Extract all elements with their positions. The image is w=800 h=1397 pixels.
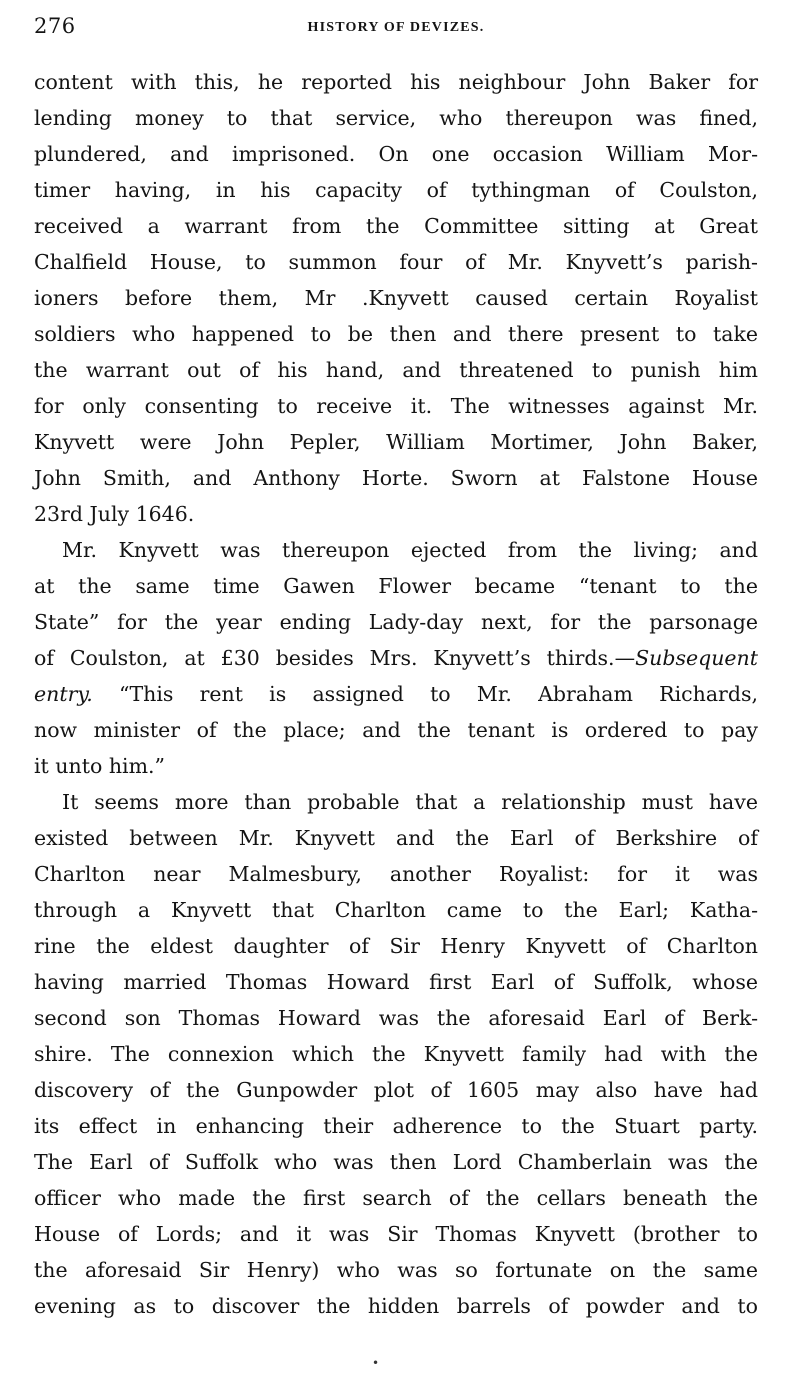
text-line: now minister of the place; and the tenant is ordered to pay <box>34 718 758 742</box>
text-line-mixed <box>34 676 758 712</box>
text-line: ioners before them, Mr .Knyvett caused certain Royalist <box>34 286 758 310</box>
running-title: HISTORY OF DEVIZES. <box>307 20 485 35</box>
text-line: second son Thomas Howard was the aforesaid Earl of Berk- <box>34 1006 758 1030</box>
text-line: plundered, and imprisoned. On one occasion William Mor- <box>34 142 758 166</box>
text-line: Charlton near Malmesbury, another Royalist: for it was <box>34 862 758 886</box>
italic-text: Subsequent <box>635 646 758 670</box>
text-line: rine the eldest daughter of Sir Henry Knyvett of Charlton <box>34 934 758 958</box>
text-line: The Earl of Suffolk who was then Lord Chamberlain was the <box>34 1150 758 1174</box>
running-head <box>34 0 758 40</box>
text-line: its effect in enhancing their adherence to the Stuart party. <box>34 1114 758 1138</box>
text-line: discovery of the Gunpowder plot of 1605 may also have had <box>34 1078 758 1102</box>
text-line-mixed <box>34 640 758 676</box>
page-number: 276 <box>34 14 76 38</box>
text-line: received a warrant from the Committee sitting at Great <box>34 214 758 238</box>
text-line: State” for the year ending Lady-day next, for the parsonage <box>34 610 758 634</box>
text-line: Mr. Knyvett was thereupon ejected from the living; and <box>62 538 758 562</box>
book-page <box>34 0 758 1397</box>
text-line: John Smith, and Anthony Horte. Sworn at Falstone House <box>34 466 758 490</box>
text-line: through a Knyvett that Charlton came to the Earl; Katha- <box>34 898 758 922</box>
text-line: the warrant out of his hand, and threatened to punish him <box>34 358 758 382</box>
text-line: existed between Mr. Knyvett and the Earl of Berkshire of <box>34 826 758 850</box>
text-line: having married Thomas Howard first Earl of Suffolk, whose <box>34 970 758 994</box>
text-line: House of Lords; and it was Sir Thomas Knyvett (brother to <box>34 1222 758 1246</box>
text-line: evening as to discover the hidden barrels of powder and to <box>34 1294 758 1318</box>
text-segment: of Coulston, at £30 besides Mrs. Knyvett’s thirds.— <box>34 646 636 670</box>
text-line: Chalfield House, to summon four of Mr. Knyvett’s parish- <box>34 250 758 274</box>
text-line: content with this, he reported his neighbour John Baker for <box>34 70 758 94</box>
text-line: for only consenting to receive it. The witnesses against Mr. <box>34 394 758 418</box>
text-line: at the same time Gawen Flower became “tenant to the <box>34 574 758 598</box>
text-line: timer having, in his capacity of tythingman of Coulston, <box>34 178 758 202</box>
italic-text: entry. <box>34 682 93 706</box>
text-line: 23rd July 1646. <box>34 502 195 526</box>
text-line: It seems more than probable that a relationship must have <box>62 790 758 814</box>
text-line: Knyvett were John Pepler, William Mortimer, John Baker, <box>34 430 758 454</box>
text-line: soldiers who happened to be then and there present to take <box>34 322 758 346</box>
body-text <box>34 64 758 1324</box>
text-line: lending money to that service, who thereupon was fined, <box>34 106 758 130</box>
text-line: the aforesaid Sir Henry) who was so fortunate on the same <box>34 1258 758 1282</box>
text-line: officer who made the first search of the cellars beneath the <box>34 1186 758 1210</box>
text-line: it unto him.” <box>34 754 166 778</box>
text-segment: “This rent is assigned to Mr. Abraham Richards, <box>92 682 758 706</box>
text-line: shire. The connexion which the Knyvett family had with the <box>34 1042 758 1066</box>
footer-mark: • <box>372 1356 380 1370</box>
